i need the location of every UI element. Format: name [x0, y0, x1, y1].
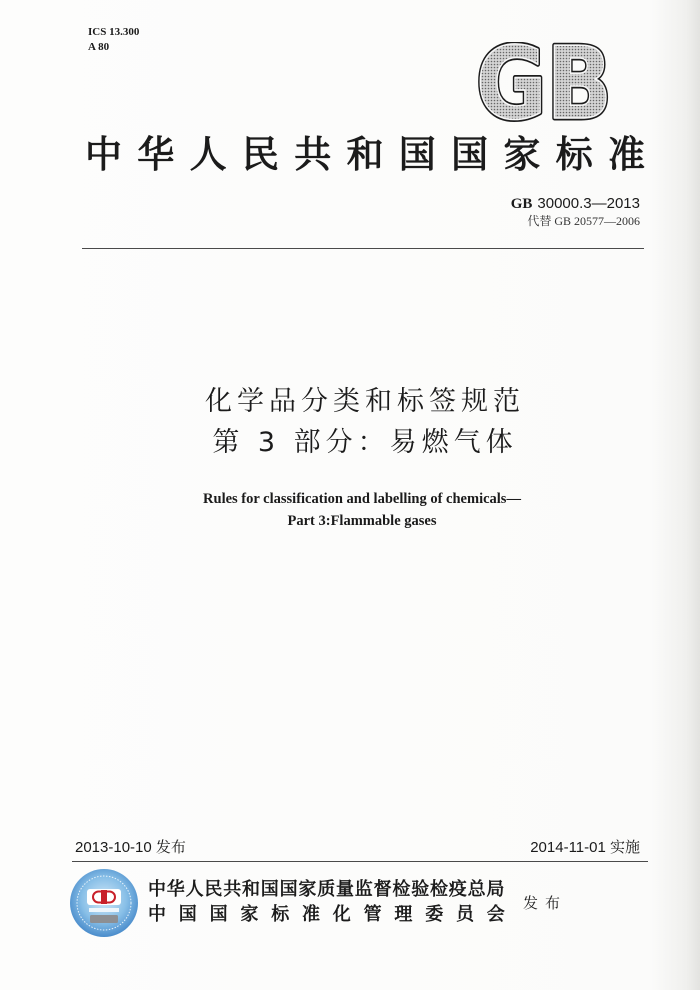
ccs-code: A 80 [88, 41, 110, 53]
ics-code: ICS 13.300 [88, 26, 140, 38]
title-cn-line2: 第 3 部分：易燃气体 [212, 427, 518, 458]
certification-seal-icon [68, 867, 140, 939]
standard-number [511, 195, 640, 213]
title-en-line2: Part 3:Flammable gases [287, 513, 437, 529]
implementation-date: 2014-11-01 实施 [530, 839, 640, 856]
issuer-aqsiq: 中华人民共和国国家质量监督检验检疫总局 [148, 879, 506, 900]
seal-band [89, 908, 119, 912]
standard-number-prefix: GB [510, 196, 533, 212]
seal-banner [90, 915, 118, 923]
seal-emblem-bar [101, 890, 107, 904]
title-en-line1: Rules for classification and labelling of chemicals— [203, 491, 521, 507]
standard-number-value: 30000.3—2013 [537, 195, 640, 212]
gb-logo [472, 42, 616, 124]
national-standard-heading: 中华人民共和国国家标准 [85, 132, 661, 176]
replaced-standard: 代替 GB 20577—2006 [527, 214, 640, 228]
top-divider [82, 248, 644, 249]
issue-date: 2013-10-10 发布 [75, 839, 186, 856]
issuer-sac: 中国国家标准化管理委员会 [148, 904, 518, 925]
title-cn-line1: 化学品分类和标签规范 [205, 386, 525, 417]
gb-logo-fill: GB [476, 42, 612, 124]
publish-label: 发布 [523, 894, 568, 912]
bottom-divider [72, 861, 648, 862]
gb-logo-outline: GB [476, 42, 612, 124]
